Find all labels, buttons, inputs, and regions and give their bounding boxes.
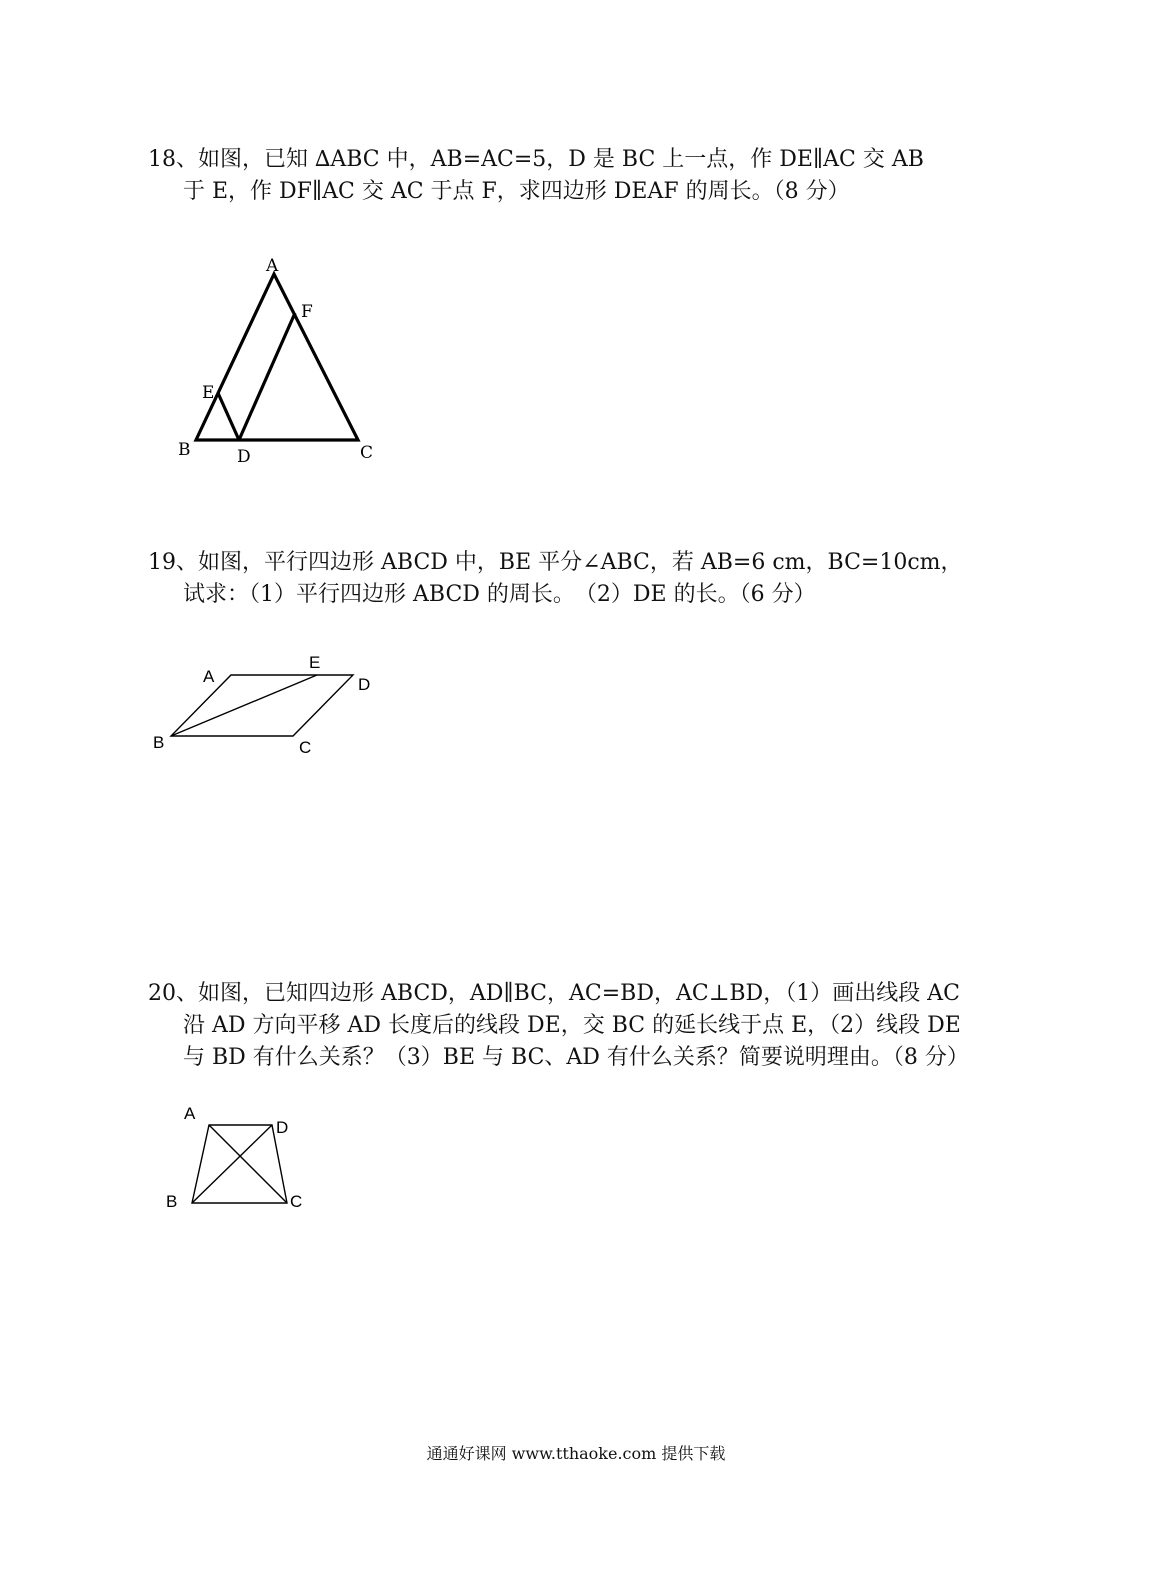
label-c: C bbox=[290, 1192, 303, 1211]
label-c: C bbox=[299, 738, 312, 757]
label-d: D bbox=[237, 447, 251, 467]
question-20-line-3: 与 BD 有什么关系？（3）BE 与 BC、AD 有什么关系？简要说明理由。（8 分） bbox=[183, 1045, 969, 1070]
question-20 bbox=[148, 978, 998, 1074]
question-18 bbox=[148, 144, 998, 208]
label-e: E bbox=[202, 383, 215, 403]
parallelogram-abcd bbox=[171, 675, 353, 736]
label-a: A bbox=[203, 667, 215, 686]
label-e: E bbox=[309, 653, 321, 672]
label-a: A bbox=[184, 1104, 196, 1123]
label-d: D bbox=[358, 675, 371, 694]
label-c: C bbox=[360, 443, 374, 463]
segment-be bbox=[171, 675, 317, 736]
figure-19-svg bbox=[145, 650, 395, 765]
label-b: B bbox=[166, 1192, 178, 1211]
label-b: B bbox=[153, 733, 165, 752]
label-b: B bbox=[178, 440, 191, 460]
figure-18-triangle bbox=[170, 250, 400, 474]
figure-20-trapezoid bbox=[160, 1095, 330, 1224]
figure-18-svg bbox=[170, 250, 400, 470]
question-19 bbox=[148, 547, 998, 611]
question-19-line-1: 19、如图，平行四边形 ABCD 中，BE 平分∠ABC，若 AB=6 cm，BC=10cm， bbox=[148, 550, 963, 575]
question-20-line-1: 20、如图，已知四边形 ABCD，AD∥BC，AC=BD，AC⊥BD，（1）画出线段 AC bbox=[148, 981, 960, 1006]
figure-20-svg bbox=[160, 1095, 330, 1220]
question-20-line-2: 沿 AD 方向平移 AD 长度后的线段 DE，交 BC 的延长线于点 E，（2）线段 DE bbox=[183, 1013, 961, 1038]
question-19-line-2: 试求：（1）平行四边形 ABCD 的周长。 （2）DE 的长。（6 分） bbox=[183, 582, 816, 607]
label-f: F bbox=[301, 302, 313, 322]
footer-credit: 通通好课网 www.tthaoke.com 提供下载 bbox=[426, 1444, 726, 1463]
segment-de bbox=[218, 393, 239, 440]
question-18-line-2: 于 E，作 DF∥AC 交 AC 于点 F，求四边形 DEAF 的周长。（8 分） bbox=[183, 179, 850, 204]
figure-19-parallelogram bbox=[145, 650, 395, 769]
diagonal-bd bbox=[192, 1125, 272, 1203]
label-d: D bbox=[276, 1118, 289, 1137]
label-a: A bbox=[266, 256, 279, 276]
question-18-line-1: 18、如图，已知 ∆ABC 中，AB=AC=5，D 是 BC 上一点，作 DE∥AC 交 AB bbox=[148, 147, 924, 172]
trapezoid-abcd bbox=[192, 1125, 287, 1203]
